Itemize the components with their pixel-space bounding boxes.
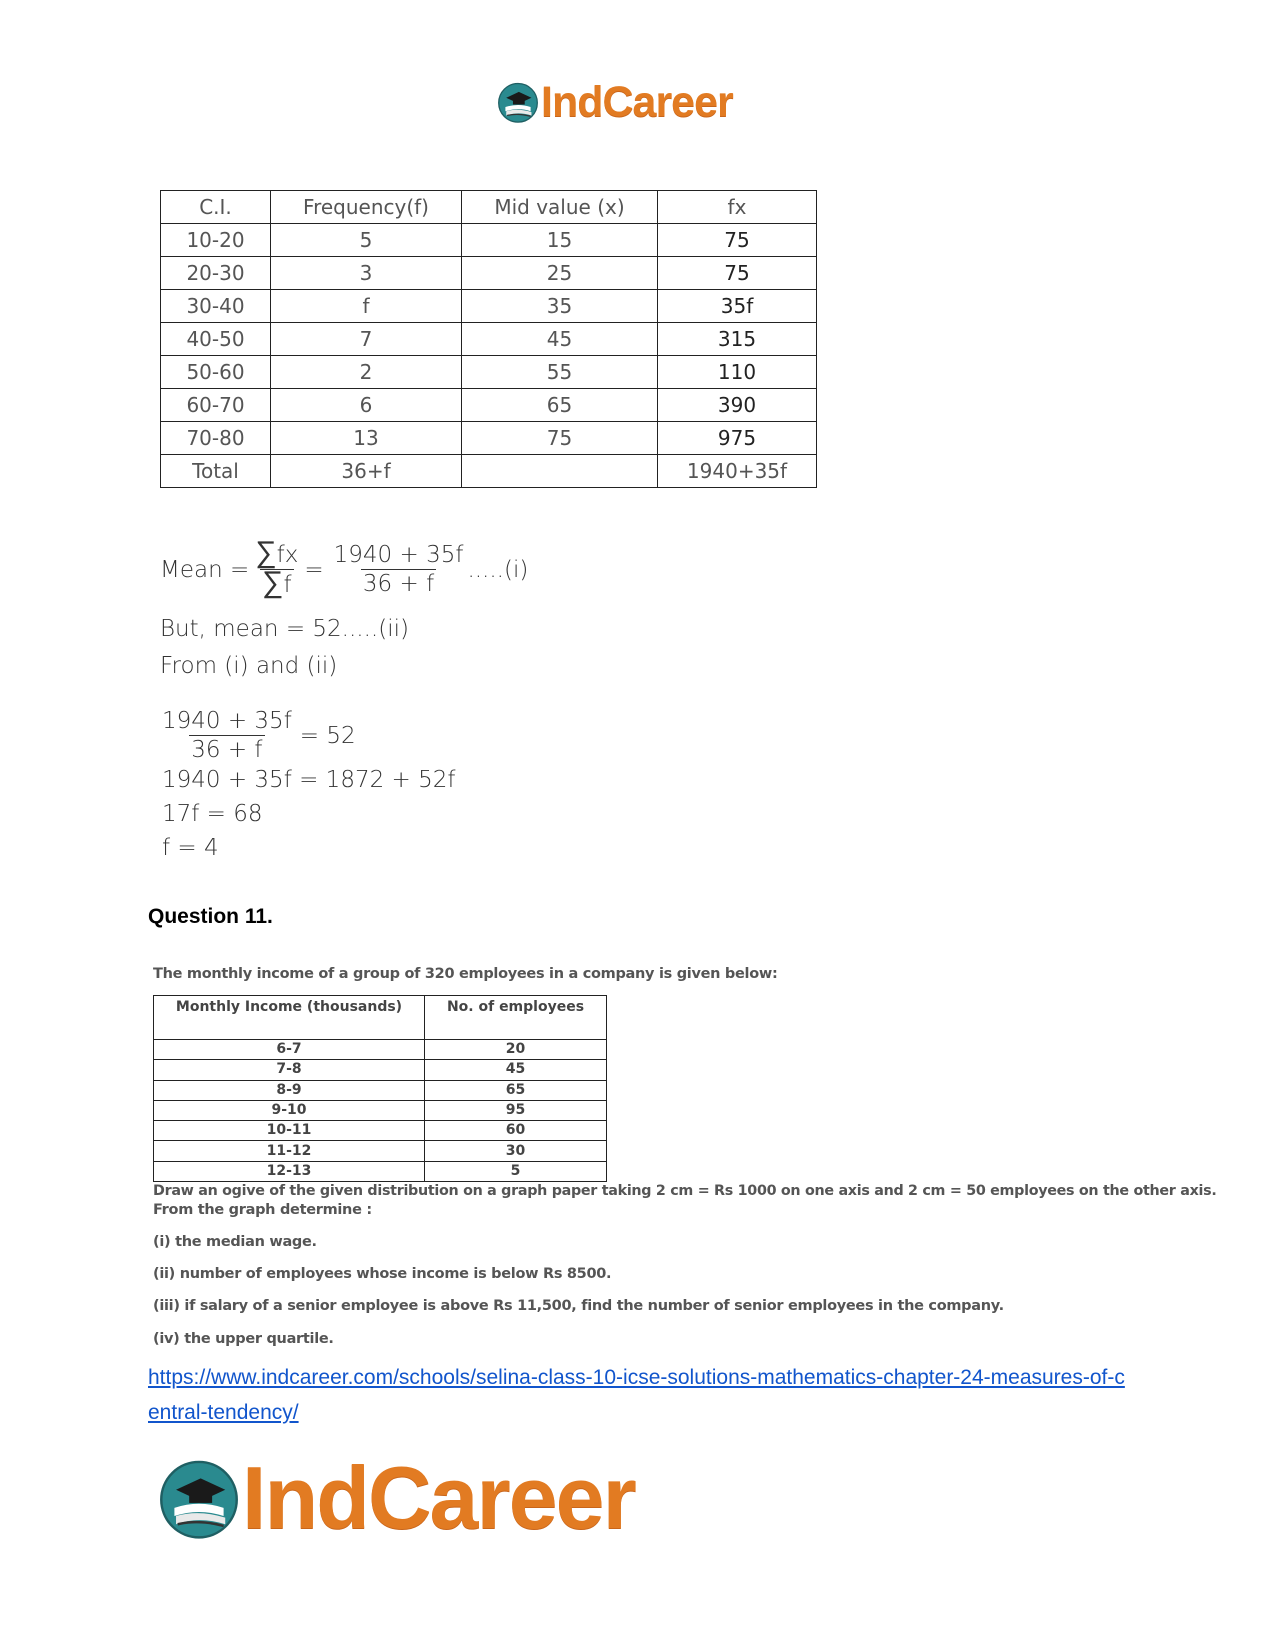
table-cell: 390 [658,389,817,422]
mean-fraction [332,541,466,598]
question-part: (iii) if salary of a senior employee is above Rs 11,500, find the number of senior employees in the company. [153,1298,1004,1314]
table-cell: 60 [425,1121,607,1141]
table-row [154,1141,607,1161]
footer-logo [158,1448,635,1547]
sigma-denominator [260,565,294,600]
question-instruction: From the graph determine : [153,1202,372,1218]
table-cell: 315 [658,323,817,356]
table-cell: 1940+35f [658,455,817,488]
table-cell: 11-12 [154,1141,425,1161]
table-row [161,323,817,356]
graduation-cap-books-icon [158,1457,240,1539]
table-cell: 12-13 [154,1161,425,1181]
table-row [161,224,817,257]
table-cell: 45 [462,323,658,356]
question-intro: The monthly income of a group of 320 employees in a company is given below: [153,966,778,982]
equation-tag: .....(i) [467,556,529,583]
sigma-symbol: ∑ [262,565,284,600]
table-cell: 36+f [271,455,462,488]
fraction-numerator: 1940 + 35f [162,708,292,734]
table-cell: 20 [425,1040,607,1060]
mean-equation [160,535,529,600]
table-cell: Total [161,455,271,488]
table-cell: 20-30 [161,257,271,290]
table-cell: 2 [271,356,462,389]
column-header: No. of employees [425,996,607,1040]
graduation-cap-books-icon [497,81,539,123]
table-cell: 35f [658,290,817,323]
source-link[interactable]: https://www.indcareer.com/schools/selina-class-10-icse-solutions-mathematics-chapter-24-measures-of-central-tendency/ [148,1366,1125,1424]
table-cell: 75 [658,224,817,257]
frequency-table [160,190,817,488]
table-cell: 30 [425,1141,607,1161]
solution-line: But, mean = 52.....(ii) [160,616,409,642]
table-row [154,1060,607,1080]
table-row [161,389,817,422]
solution-line: 1940 + 35f = 1872 + 52f [162,767,456,793]
table-cell: 60-70 [161,389,271,422]
header-logo [497,78,733,126]
table-cell: 65 [462,389,658,422]
table-cell: 13 [271,422,462,455]
table-total-row [161,455,817,488]
fraction-numerator: 1940 + 35f [333,542,464,568]
column-header: fx [658,191,817,224]
table-row [161,356,817,389]
column-header: Monthly Income (thousands) [154,996,425,1040]
table-cell: 65 [425,1080,607,1100]
table-cell: 15 [462,224,658,257]
table-cell: 5 [271,224,462,257]
table-cell: 6-7 [154,1040,425,1060]
question-part: (iv) the upper quartile. [153,1331,334,1347]
sum-f: f [283,572,292,598]
question-title: Question 11. [148,905,273,928]
table-row [161,422,817,455]
step-rhs: = 52 [299,722,356,749]
table-cell: 50-60 [161,356,271,389]
step-fraction [160,707,294,764]
table-cell: 9-10 [154,1100,425,1120]
table-row [154,1121,607,1141]
table-row [154,1080,607,1100]
column-header: Frequency(f) [271,191,462,224]
table-row [161,257,817,290]
equals-sign: = [304,556,324,583]
table-cell: 95 [425,1100,607,1120]
table-cell: 30-40 [161,290,271,323]
table-row [161,290,817,323]
table-cell: f [271,290,462,323]
table-header-row [161,191,817,224]
question-instruction: Draw an ogive of the given distribution on a graph paper taking 2 cm = Rs 1000 on one axis and 2 cm = 50 employees on the other axis. [153,1183,1217,1199]
table-row [154,1040,607,1060]
table-row [154,1161,607,1181]
brand-name: IndCareer [242,1448,635,1547]
table-cell: 70-80 [161,422,271,455]
solution-line: f = 4 [162,835,219,861]
table-cell: 975 [658,422,817,455]
table-cell: 10-20 [161,224,271,257]
brand-name: IndCareer [541,78,733,126]
sum-fx: fx [276,542,299,568]
column-header: C.I. [161,191,271,224]
income-table [153,995,607,1182]
table-cell: 40-50 [161,323,271,356]
table-cell: 7-8 [154,1060,425,1080]
table-header-row [154,996,607,1040]
table-cell: 5 [425,1161,607,1181]
question-part: (ii) number of employees whose income is below Rs 8500. [153,1266,612,1282]
table-cell: 6 [271,389,462,422]
fraction-denominator: 36 + f [191,737,263,763]
table-row [154,1100,607,1120]
table-cell: 7 [271,323,462,356]
table-cell: 35 [462,290,658,323]
table-cell [462,455,658,488]
fraction-denominator: 36 + f [362,571,435,597]
column-header: Mid value (x) [462,191,658,224]
table-cell: 3 [271,257,462,290]
step-equation [160,707,356,764]
table-cell: 10-11 [154,1121,425,1141]
table-cell: 55 [462,356,658,389]
sigma-fraction [253,535,300,600]
table-cell: 45 [425,1060,607,1080]
table-cell: 8-9 [154,1080,425,1100]
solution-line: From (i) and (ii) [160,653,338,679]
solution-line: 17f = 68 [162,801,263,827]
table-cell: 75 [658,257,817,290]
table-cell: 110 [658,356,817,389]
sigma-symbol: ∑ [255,535,277,570]
mean-label: Mean = [160,556,250,583]
question-part: (i) the median wage. [153,1234,317,1250]
table-cell: 25 [462,257,658,290]
table-cell: 75 [462,422,658,455]
